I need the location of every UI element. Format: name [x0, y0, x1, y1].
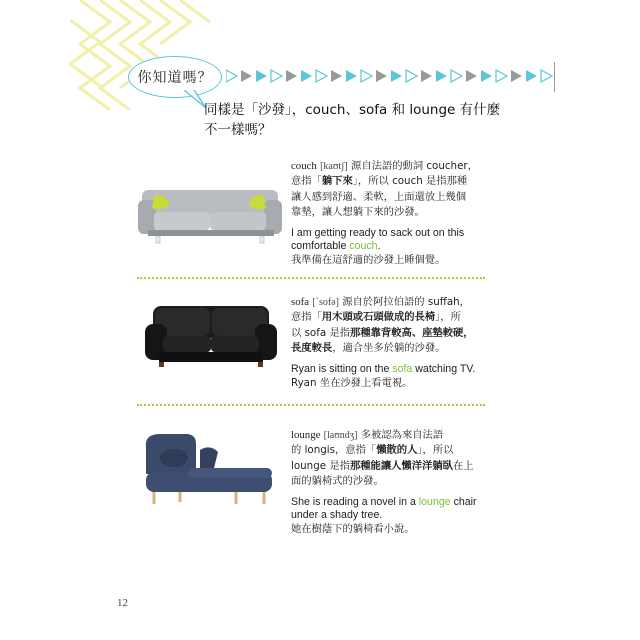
- triangle-arrow-icon: [526, 70, 537, 82]
- definition-emphasis: 用木頭或石頭做成的長椅: [321, 311, 436, 324]
- definition-text: 讓人感到舒適、柔軟，上面還放上幾個: [291, 190, 467, 203]
- definition-text: lounge 是指: [291, 459, 350, 472]
- sofa-entry: [291, 295, 491, 390]
- triangle-arrow-icon: [376, 70, 387, 82]
- definition-line: [291, 159, 491, 174]
- example-sentence-en: [291, 227, 491, 253]
- definition-line: [291, 428, 491, 443]
- pronunciation: [kaʊtʃ]: [320, 161, 348, 172]
- definition-text: 源自法語的動詞 coucher，: [351, 160, 478, 172]
- triangle-arrow-icon: [241, 70, 252, 82]
- definition-emphasis: 躺下來: [321, 175, 353, 188]
- definition-line: [291, 474, 491, 489]
- triangle-arrow-icon: [256, 70, 267, 82]
- definition-line: [291, 205, 491, 220]
- definition-text: 面的躺椅式的沙發。: [291, 475, 384, 488]
- triangle-arrow-icon: [421, 70, 432, 82]
- definition-text: 源自於阿拉伯語的 suffah，: [342, 296, 470, 308]
- couch-entry: [291, 159, 491, 267]
- example-sentence-zh: Ryan 坐在沙發上看電視。: [291, 376, 413, 389]
- black-leather-sofa-image: [145, 300, 277, 372]
- headword: lounge: [291, 429, 321, 441]
- arrow-end-line: [554, 62, 555, 92]
- example-sentence-zh: 我準備在這舒適的沙發上睡個覺。: [291, 253, 446, 266]
- question-line-1: 同樣是「沙發」，couch、sofa 和 lounge 有什麼: [204, 102, 501, 118]
- triangle-arrow-icon: [286, 70, 297, 82]
- triangle-arrow-icon: [361, 70, 372, 82]
- definition-text: ，適合坐多於躺的沙發。: [332, 342, 446, 355]
- example-text: chair under a shady tree.: [291, 495, 477, 521]
- definition-emphasis: 那種靠背較高、座墊較硬，: [350, 326, 474, 339]
- example-highlight-word: couch: [349, 239, 378, 252]
- triangle-arrow-icon: [511, 70, 522, 82]
- example-sentence-en: [291, 496, 491, 522]
- definition-line: [291, 459, 491, 474]
- example-text: .: [377, 239, 381, 252]
- question-line-2: 不一樣嗎？: [204, 122, 272, 138]
- triangle-arrow-icon: [481, 70, 492, 82]
- definition-text: 的 longis，意指「: [291, 444, 377, 457]
- bubble-text: 你知道嗎？: [137, 70, 213, 86]
- definition-line: [291, 174, 491, 189]
- triangle-arrow-icon: [226, 70, 237, 82]
- definition-text: 意指「: [291, 175, 322, 188]
- definition-line: [291, 190, 491, 205]
- triangle-arrows-decoration: [226, 69, 556, 83]
- pronunciation: [ˋsofə]: [312, 297, 339, 308]
- definition-emphasis: 長度較長: [291, 342, 333, 355]
- headword: couch: [291, 160, 317, 172]
- triangle-arrow-icon: [391, 70, 402, 82]
- definition-line: [291, 310, 491, 325]
- example-sentence-en: [291, 363, 491, 376]
- example-highlight-word: sofa: [392, 362, 413, 375]
- gray-couch-image: [138, 182, 282, 246]
- definition-text: 意指「: [291, 311, 322, 324]
- definition-text: 多被認為來自法語: [360, 429, 444, 441]
- triangle-arrow-icon: [466, 70, 477, 82]
- dotted-divider: [137, 277, 485, 279]
- question-heading: [204, 100, 524, 140]
- definition-line: [291, 326, 491, 341]
- definition-emphasis: 懶散的人: [376, 444, 418, 457]
- definition-line: [291, 341, 491, 356]
- example-sentence-zh: 她在樹蔭下的躺椅看小說。: [291, 522, 415, 535]
- definition-text: 以 sofa 是指: [291, 326, 351, 339]
- triangle-arrow-icon: [406, 70, 417, 82]
- navy-chaise-lounge-image: [140, 428, 276, 510]
- dotted-divider: [137, 404, 485, 406]
- triangle-arrow-icon: [301, 70, 312, 82]
- example-highlight-word: lounge: [418, 495, 451, 508]
- triangle-arrow-icon: [316, 70, 327, 82]
- triangle-arrow-icon: [451, 70, 462, 82]
- triangle-arrow-icon: [496, 70, 507, 82]
- triangle-arrow-icon: [436, 70, 447, 82]
- definition-line: [291, 295, 491, 310]
- definition-text: 」，所以: [417, 444, 454, 457]
- definition-emphasis: 那種能讓人懶洋洋躺臥: [349, 459, 453, 472]
- headword: sofa: [291, 296, 309, 308]
- triangle-arrow-icon: [331, 70, 342, 82]
- definition-text: 在上: [452, 459, 474, 472]
- example-text: She is reading a novel in a: [291, 495, 419, 508]
- example-text: watching TV.: [412, 362, 476, 375]
- triangle-arrow-icon: [541, 70, 552, 82]
- example-text: Ryan is sitting on the: [291, 362, 393, 375]
- page-number: 12: [117, 597, 128, 609]
- lounge-entry: [291, 428, 491, 536]
- triangle-arrow-icon: [271, 70, 282, 82]
- triangle-arrow-icon: [346, 70, 357, 82]
- definition-text: 」，所: [435, 311, 461, 324]
- definition-line: [291, 443, 491, 458]
- pronunciation: [laʊndʒ]: [323, 430, 358, 441]
- definition-text: 靠墊，讓人想躺下來的沙發。: [291, 206, 425, 219]
- definition-text: 」，所以 couch 是指那種: [352, 175, 468, 188]
- example-text: I am getting ready to sack out on this comfortable: [291, 226, 465, 252]
